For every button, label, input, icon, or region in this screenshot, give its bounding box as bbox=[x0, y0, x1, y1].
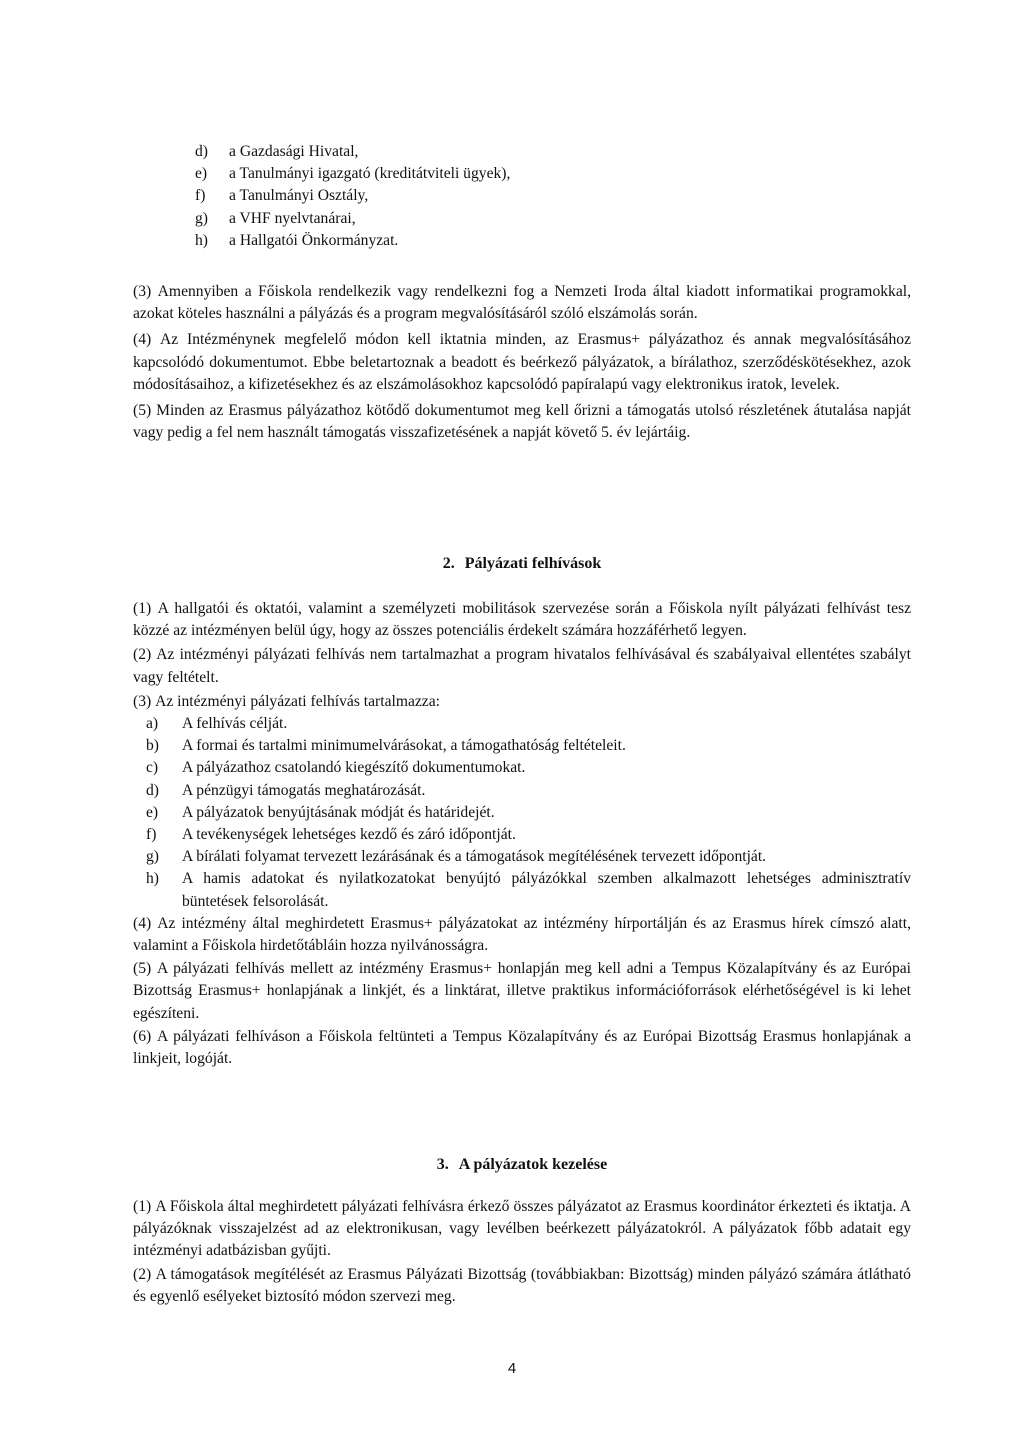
paragraph-number: (3) bbox=[133, 283, 158, 300]
list-item bbox=[133, 780, 911, 802]
paragraph bbox=[133, 598, 911, 642]
list-text: a VHF nyelvtanárai, bbox=[229, 209, 356, 227]
list-text: A formai és tartalmi minimumelvárásokat, a támogathatóság feltételeit. bbox=[182, 737, 626, 755]
list-item bbox=[195, 208, 795, 230]
paragraph-number: (4) bbox=[133, 331, 161, 349]
list-item bbox=[133, 868, 911, 912]
list-text: A pályázatok benyújtásának módját és határidejét. bbox=[182, 803, 495, 821]
top-list bbox=[195, 141, 795, 252]
paragraph-text: Az Intézménynek megfelelő módon kell iktatnia minden, az Erasmus+ pályázathoz és annak megvalósításához kapcsolódó dokumentumot. Ebbe beletartoznak a beadott és beérkező pályázatok, a bírálathoz, szerződéskötésekhez, azok módosításaihoz, a kifizetésekhez és az elszámolásokhoz kapcsolódó papíralapú vagy elektronikus iratok, levelek. bbox=[133, 331, 911, 393]
paragraph bbox=[133, 329, 911, 396]
section-title: Pályázati felhívások bbox=[464, 555, 602, 572]
paragraph-text: Az intézményi pályázati felhívás nem tartalmazhat a program hivatalos felhívásával és szabályaival ellentétes szabályt vagy feltételt. bbox=[133, 646, 911, 686]
paragraph-number: (4) bbox=[133, 914, 158, 932]
list-label: g) bbox=[195, 209, 208, 227]
paragraph-text: A pályázati felhíváson a Főiskola feltünteti a Tempus Közalapítvány és az Európai Bizottság Erasmus honlapjának a linkjeit, logóját. bbox=[133, 1027, 912, 1068]
list-text: A felhívás célját. bbox=[182, 715, 288, 733]
list-item bbox=[133, 802, 911, 824]
paragraph-text: Az intézményi pályázati felhívás tartalmazza: bbox=[155, 692, 440, 710]
list-label: d) bbox=[195, 143, 208, 160]
paragraph bbox=[133, 913, 911, 957]
list-text: a Hallgatói Önkormányzat. bbox=[229, 231, 399, 249]
paragraph-text: Minden az Erasmus pályázathoz kötődő dokumentumot meg kell őrizni a támogatás utolsó részletének átutalása napját vagy pedig a fel nem használt támogatás visszafizetésének a napját követő 5. év lejártáig. bbox=[133, 402, 911, 442]
list-text: A hamis adatokat és nyilatkozatokat benyújtó pályázókkal szemben alkalmazott lehetséges adminisztratív büntetések felsorolását. bbox=[182, 870, 911, 910]
section-heading bbox=[133, 1154, 911, 1176]
list-text: A bírálati folyamat tervezett lezárásának és a támogatások megítélésének tervezett időpontját. bbox=[182, 848, 767, 866]
list-text: a Tanulmányi igazgató (kreditátviteli ügyek), bbox=[229, 165, 511, 183]
list-item bbox=[195, 230, 795, 252]
paragraph bbox=[133, 691, 911, 713]
list-item bbox=[133, 757, 911, 779]
paragraph-text: A hallgatói és oktatói, valamint a személyzeti mobilitások szervezése során a Főiskola nyílt pályázati felhívást tesz közzé az intézményen belül úgy, hogy az összes potenciális érdekelt számára hozzáférhető legyen. bbox=[133, 600, 911, 640]
paragraph-number: (3) bbox=[133, 692, 156, 710]
paragraph-text: A támogatások megítélését az Erasmus Pályázati Bizottság (továbbiakban: Bizottság) minden pályázó számára átlátható és egyenlő esélyeket biztosító módon szervezi meg. bbox=[133, 1265, 911, 1305]
list-item bbox=[133, 735, 911, 757]
paragraph bbox=[133, 958, 911, 1025]
paragraph bbox=[133, 1026, 911, 1070]
paragraph-number: (1) bbox=[133, 1198, 156, 1215]
paragraph-number: (5) bbox=[133, 402, 157, 420]
list-label: h) bbox=[146, 870, 159, 888]
paragraph bbox=[133, 1264, 911, 1308]
section-number: 3. bbox=[436, 1156, 449, 1173]
list-text: a Gazdasági Hivatal, bbox=[229, 143, 359, 160]
page-number: 4 bbox=[507, 1360, 517, 1377]
list-item bbox=[195, 141, 795, 163]
paragraph-number: (2) bbox=[133, 646, 157, 664]
list-label: e) bbox=[195, 165, 208, 183]
section-title: A pályázatok kezelése bbox=[458, 1156, 608, 1173]
paragraph bbox=[133, 1196, 911, 1263]
paragraph-number: (6) bbox=[133, 1027, 157, 1045]
list-label: c) bbox=[146, 759, 159, 777]
paragraph-text: A pályázati felhívás mellett az intézmény Erasmus+ honlapján meg kell adni a Tempus Közalapítvány és az Európai Bizottság Erasmus+ honlapjának a linkjét, és a linktárat, illetve praktikus információforrások elérhetőségével is ki lehet egészíteni. bbox=[133, 960, 911, 1022]
list-text: A pénzügyi támogatás meghatározását. bbox=[182, 781, 426, 799]
list-label: e) bbox=[146, 803, 159, 821]
list-text: A tevékenységek lehetséges kezdő és záró időpontját. bbox=[182, 826, 516, 844]
paragraph-number: (1) bbox=[133, 600, 158, 617]
list-label: g) bbox=[146, 848, 159, 866]
paragraph-text: A Főiskola által meghirdetett pályázati felhívásra érkező összes pályázatot az Erasmus koordinátor érkezteti és iktatja. A pályázóknak visszajelzést ad az elektronikusan, vagy levélben beérkezett pályázatokról. A pályázatok főbb adatait egy intézményi adatbázisban gyűjti. bbox=[133, 1198, 911, 1260]
list-label: f) bbox=[146, 826, 157, 844]
list-label: a) bbox=[146, 715, 159, 733]
list-label: h) bbox=[195, 231, 208, 249]
list-item bbox=[195, 163, 795, 185]
paragraph-number: (5) bbox=[133, 960, 157, 978]
paragraph-text: Amennyiben a Főiskola rendelkezik vagy rendelkezni fog a Nemzeti Iroda által kiadott informatikai programokkal, azokat köteles használni a pályázás és a program megvalósításáról szóló elszámolás során. bbox=[133, 283, 911, 323]
list-item bbox=[133, 713, 911, 735]
paragraph-text: Az intézmény által meghirdetett Erasmus+ pályázatokat az intézmény hírportálján és az Erasmus hírek címszó alatt, valamint a Főiskola hirdetőtábláin hozza nyilvánosságra. bbox=[133, 914, 911, 955]
list-text: a Tanulmányi Osztály, bbox=[229, 187, 369, 205]
paragraph bbox=[133, 644, 911, 688]
list-text: A pályázathoz csatolandó kiegészítő dokumentumokat. bbox=[182, 759, 526, 777]
list-item bbox=[195, 185, 795, 207]
list-item bbox=[133, 824, 911, 846]
section2-body bbox=[133, 598, 911, 1070]
paragraph bbox=[133, 400, 911, 444]
list-label: b) bbox=[146, 737, 159, 755]
list-label: f) bbox=[195, 187, 206, 205]
paragraph-number: (2) bbox=[133, 1265, 156, 1283]
section1-body bbox=[133, 281, 911, 444]
list-label: d) bbox=[146, 781, 159, 799]
section-heading bbox=[133, 553, 911, 575]
section-number: 2. bbox=[442, 555, 455, 572]
paragraph bbox=[133, 281, 911, 325]
section3-body bbox=[133, 1196, 911, 1308]
list-item bbox=[133, 846, 911, 868]
